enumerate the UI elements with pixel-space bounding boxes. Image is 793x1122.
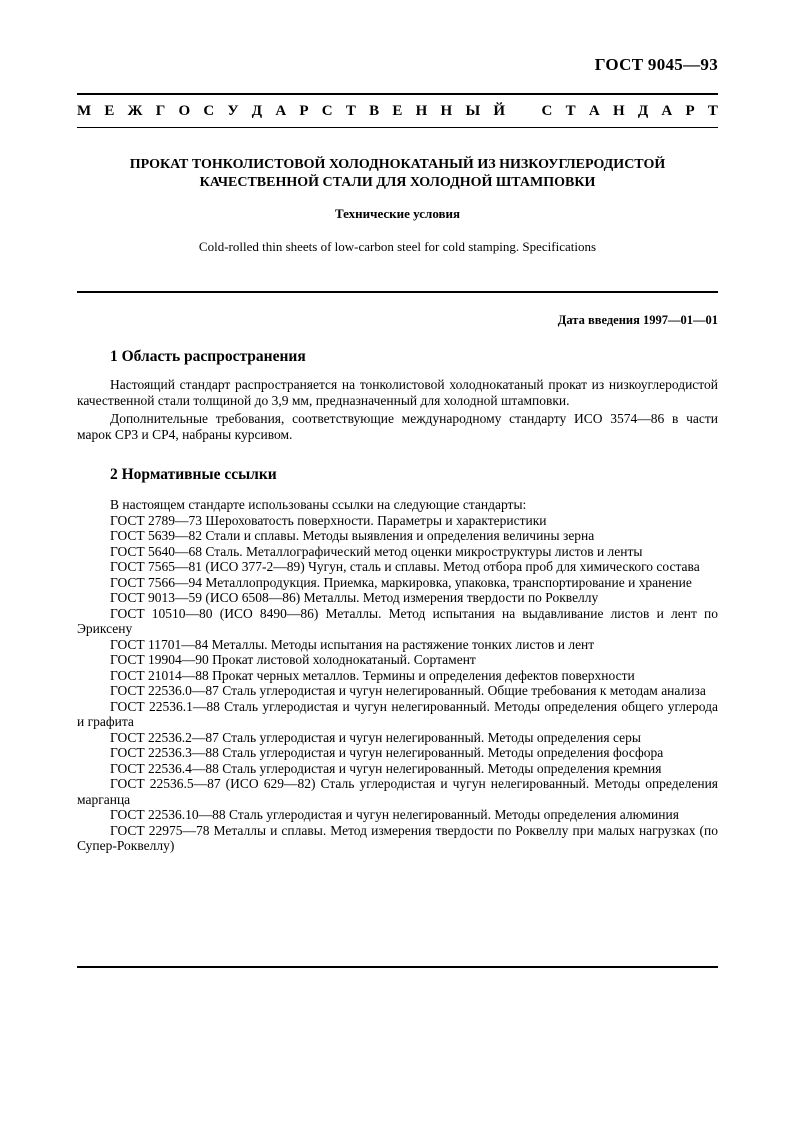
document-subtitle: Технические условия	[334, 206, 461, 221]
reference-item	[77, 544, 718, 560]
reference-item	[77, 807, 718, 823]
reference-text: ГОСТ 22536.1—88 Сталь углеродистая и чугун нелегированный. Методы определения общего углерода и графита	[77, 698, 718, 729]
title-line-2: КАЧЕСТВЕННОЙ СТАЛИ ДЛЯ ХОЛОДНОЙ ШТАМПОВКИ	[199, 175, 596, 190]
banner-letter: Г	[155, 103, 166, 119]
reference-text: ГОСТ 22975—78 Металлы и сплавы. Метод измерения твердости по Роквеллу при малых нагрузках (по Супер-Роквеллу)	[77, 822, 718, 853]
gost-number: ГОСТ 9045—93	[594, 55, 718, 74]
banner-letter: О	[178, 103, 191, 119]
references-intro	[77, 497, 718, 513]
reference-text: ГОСТ 11701—84 Металлы. Методы испытания на растяжение тонких листов и лент	[110, 636, 595, 652]
introduction-date: Дата введения 1997—01—01	[557, 313, 718, 327]
banner-letter: А	[275, 103, 287, 119]
english-title: Cold-rolled thin sheets of low-carbon steel for cold stamping. Specifications	[198, 239, 597, 254]
banner-letter: Е	[392, 103, 403, 119]
reference-text: ГОСТ 22536.3—88 Сталь углеродистая и чугун нелегированный. Методы определения фосфора	[110, 745, 664, 760]
banner-rule	[77, 127, 718, 128]
banner-letter: М	[77, 103, 92, 119]
banner-letter: Е	[104, 103, 115, 119]
banner-letter: Н	[415, 103, 428, 119]
reference-text: ГОСТ 5640—68 Сталь. Металлографический метод оценки микроструктуры листов и ленты	[110, 543, 643, 559]
reference-text: ГОСТ 22536.2—87 Сталь углеродистая и чугун нелегированный. Методы определения серы	[110, 729, 641, 745]
reference-item	[77, 528, 718, 544]
section-1-heading: 1 Область распространения	[110, 348, 306, 365]
title-line-1: ПРОКАТ ТОНКОЛИСТОВОЙ ХОЛОДНОКАТАНЫЙ ИЗ НИЗКОУГЛЕРОДИСТОЙ	[129, 157, 666, 172]
banner-letter: Й	[493, 103, 506, 119]
banner-letter: Т	[345, 103, 356, 119]
title-rule	[77, 291, 718, 293]
reference-text: ГОСТ 7566—94 Металлопродукция. Приемка, маркировка, упаковка, транспортирование и хранение	[110, 574, 692, 590]
normative-references-list	[77, 497, 718, 854]
reference-text: ГОСТ 19904—90 Прокат листовой холоднокатаный. Сортамент	[110, 652, 476, 667]
reference-item	[77, 637, 718, 653]
reference-item	[77, 776, 718, 807]
banner-word-gap	[518, 103, 528, 120]
reference-text: ГОСТ 22536.0—87 Сталь углеродистая и чугун нелегированный. Общие требования к методам анализа	[110, 683, 706, 698]
paragraph-text: Дополнительные требования, соответствующие международному стандарту ИСО 3574—86 в части марок СР3 и СР4, набраны курсивом.	[77, 411, 718, 442]
banner-letter: В	[369, 103, 380, 119]
banner-letter: Т	[707, 103, 718, 119]
reference-text: ГОСТ 7565—81 (ИСО 377-2—89) Чугун, сталь и сплавы. Метод отбора проб для химического состава	[110, 559, 700, 574]
banner-letter: У	[227, 103, 239, 119]
reference-item	[77, 590, 718, 606]
banner-letter: Н	[440, 103, 453, 119]
banner-letter: А	[661, 103, 673, 119]
reference-item	[77, 559, 718, 575]
reference-item	[77, 575, 718, 591]
interstate-standard-banner	[77, 103, 718, 120]
document-title	[77, 156, 718, 192]
reference-item	[77, 683, 718, 699]
banner-letter: Ж	[127, 103, 143, 119]
paragraph-text: Настоящий стандарт распространяется на тонколистовой холоднокатаный прокат из низкоуглеродистой качественной стали толщиной до 3,9 мм, предназначенный для холодной штамповки.	[77, 377, 718, 408]
reference-text: ГОСТ 9013—59 (ИСО 6508—86) Металлы. Метод измерения твердости по Роквеллу	[110, 590, 599, 605]
banner-letter: Д	[251, 103, 263, 119]
section-1-paragraph-2	[77, 411, 718, 442]
banner-letter: Н	[612, 103, 625, 119]
reference-text: ГОСТ 22536.5—87 (ИСО 629—82) Сталь углеродистая и чугун нелегированный. Методы определения марганца	[77, 776, 718, 807]
reference-item	[77, 745, 718, 761]
banner-letter: А	[588, 103, 600, 119]
reference-text: ГОСТ 10510—80 (ИСО 8490—86) Металлы. Метод испытания на выдавливание листов и лент по Эриксену	[77, 605, 718, 636]
banner-letter: Д	[637, 103, 649, 119]
section-2-heading: 2 Нормативные ссылки	[110, 466, 277, 483]
reference-item	[77, 699, 718, 730]
banner-letter: Т	[565, 103, 576, 119]
reference-item	[77, 606, 718, 637]
reference-item	[77, 668, 718, 684]
reference-item	[77, 730, 718, 746]
banner-letter: С	[541, 103, 553, 119]
reference-text: ГОСТ 22536.10—88 Сталь углеродистая и чугун нелегированный. Методы определения алюминия	[110, 807, 679, 822]
reference-item	[77, 652, 718, 668]
paragraph-text: В настоящем стандарте использованы ссылки на следующие стандарты:	[110, 497, 527, 512]
reference-text: ГОСТ 22536.4—88 Сталь углеродистая и чугун нелегированный. Методы определения кремния	[110, 760, 662, 776]
banner-letter: С	[203, 103, 215, 119]
banner-letter: С	[321, 103, 333, 119]
section-1-paragraph-1	[77, 377, 718, 408]
reference-text: ГОСТ 21014—88 Прокат черных металлов. Термины и определения дефектов поверхности	[110, 667, 635, 683]
top-rule	[77, 93, 718, 95]
reference-text: ГОСТ 2789—73 Шероховатость поверхности. Параметры и характеристики	[110, 512, 547, 528]
reference-item	[77, 823, 718, 854]
bottom-rule	[77, 966, 718, 968]
reference-item	[77, 513, 718, 529]
banner-letter: Р	[299, 103, 309, 119]
banner-letter: Р	[685, 103, 695, 119]
reference-text: ГОСТ 5639—82 Стали и сплавы. Методы выявления и определения величины зерна	[110, 528, 595, 543]
reference-item	[77, 761, 718, 777]
banner-letter: Ы	[465, 103, 481, 119]
